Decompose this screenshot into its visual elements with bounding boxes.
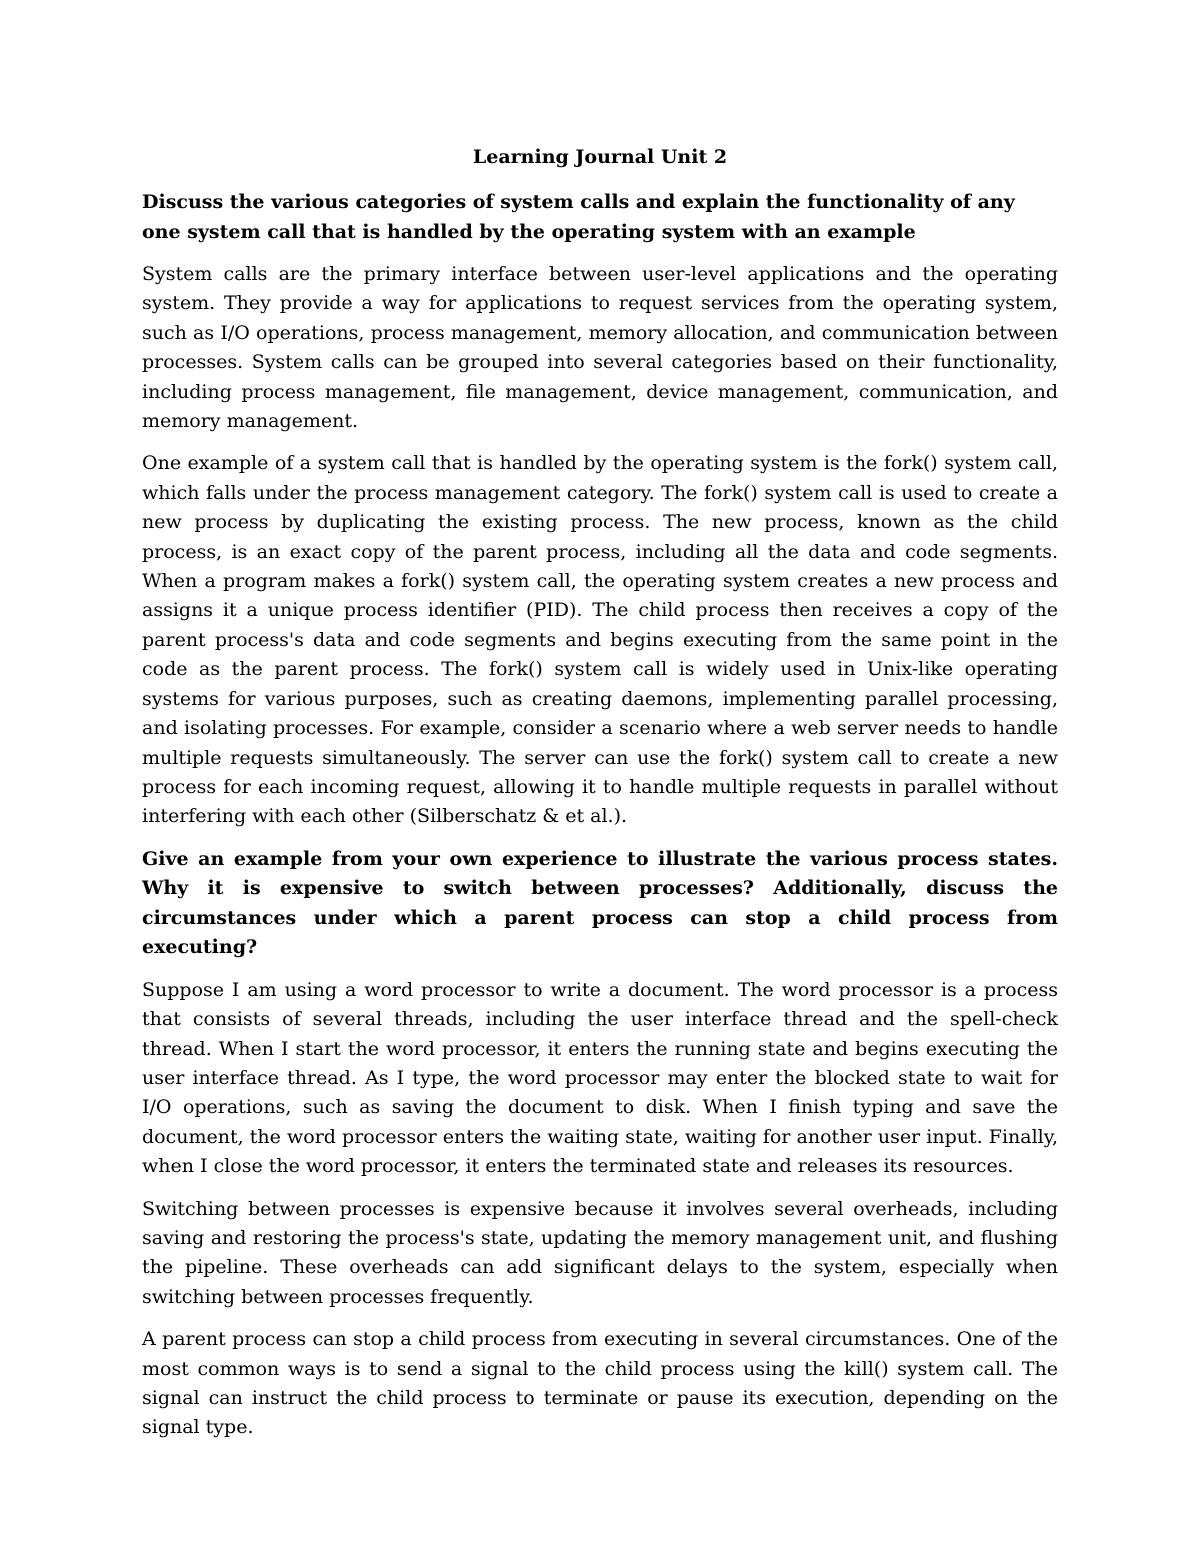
answer-1-paragraph-2: One example of a system call that is handled by the operating system is the fork() system call, which falls under the process management category. The fork() system call is used to create a new process by duplicating the existing process. The new process, known as the child process, is an exact copy of the parent process, including all the data and code segments. When a program makes a fork() system call, the operating system creates a new process and assigns it a unique process identifier (PID). The child process then receives a copy of the parent process's data and code segments and begins executing from the same point in the code as the parent process. The fork() system call is widely used in Unix-like operating systems for various purposes, such as creating daemons, implementing parallel processing, and isolating processes. For example, consider a scenario where a web server needs to handle multiple requests simultaneously. The server can use the fork() system call to create a new process for each incoming request, allowing it to handle multiple requests in parallel without interfering with each other (Silberschatz & et al.). [142,452,1058,828]
answer-2-paragraph-1: Suppose I am using a word processor to write a document. The word processor is a process that consists of several threads, including the user interface thread and the spell-check thread. When I start the word processor, it enters the running state and begins executing the user interface thread. As I type, the word processor may enter the blocked state to wait for I/O operations, such as saving the document to disk. When I finish typing and save the document, the word processor enters the waiting state, waiting for another user input. Finally, when I close the word processor, it enters the terminated state and releases its resources. [142,978,1058,1178]
question-heading-1: Discuss the various categories of system calls and explain the functionality of any one system call that is handled by the operating system with an example [142,191,1015,243]
answer-2-paragraph-2: Switching between processes is expensive because it involves several overheads, including saving and restoring the process's state, updating the memory management unit, and flushing the pipeline. These overheads can add significant delays to the system, especially when switching between processes frequently. [142,1197,1058,1308]
answer-2-paragraph-3: A parent process can stop a child process from executing in several circumstances. One of the most common ways is to send a signal to the child process using the kill() system call. The signal can instruct the child process to terminate or pause its execution, depending on the signal type. [142,1328,1058,1439]
question-heading-2: Give an example from your own experience to illustrate the various process states. Why it is expensive to switch between processes? Additionally, discuss the circumstances under which a parent process can stop a child process from executing? [142,847,1058,959]
answer-1-paragraph-1: System calls are the primary interface between user-level applications and the operating system. They provide a way for applications to request services from the operating system, such as I/O operations, process management, memory allocation, and communication between processes. System calls can be grouped into several categories based on their functionality, including process management, file management, device management, communication, and memory management. [142,263,1058,433]
document-title: Learning Journal Unit 2 [472,146,728,168]
document-page [142,143,1058,1456]
